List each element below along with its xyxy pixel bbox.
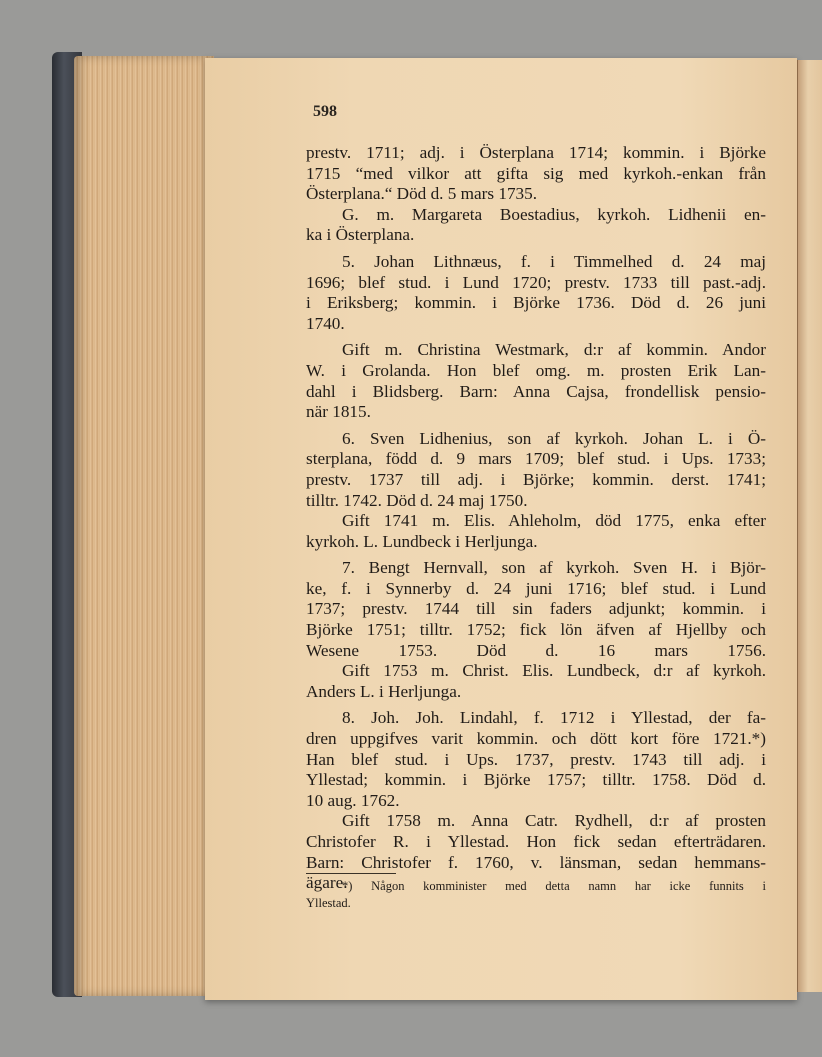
facing-page-edge xyxy=(797,60,822,992)
text-line: dahl i Blidsberg. Barn: Anna Cajsa, frondellisk pensio- xyxy=(306,381,766,401)
page-body-text xyxy=(306,143,766,894)
text-line: Gift 1758 m. Anna Catr. Rydhell, d:r af prosten xyxy=(342,811,766,831)
text-line: prestv. 1737 till adj. i Björke; kommin. derst. 1741; xyxy=(306,469,766,489)
text-line: Gift 1753 m. Christ. Elis. Lundbeck, d:r af kyrkoh. xyxy=(342,661,766,681)
text-line: W. i Grolanda. Hon blef omg. m. prosten Erik Lan- xyxy=(306,360,766,380)
text-line: 5. Johan Lithnæus, f. i Timmelhed d. 24 maj xyxy=(342,251,766,271)
text-line: Björke 1751; tilltr. 1752; fick lön äfven af Hjellby och xyxy=(306,620,766,640)
text-line: Han blef stud. i Ups. 1737, prestv. 1743 till adj. i xyxy=(306,749,766,769)
page-edges xyxy=(74,56,214,996)
text-line: Anders L. i Herljunga. xyxy=(306,681,462,701)
text-line: 8. Joh. Joh. Lindahl, f. 1712 i Yllestad, der fa- xyxy=(342,708,766,728)
text-line: i Eriksberg; kommin. i Björke 1736. Död d. 26 juni xyxy=(306,293,766,313)
text-line: Yllestad; kommin. i Björke 1757; tilltr. 1758. Död d. xyxy=(306,770,766,790)
text-line: Gift m. Christina Westmark, d:r af kommin. Andor xyxy=(342,340,766,360)
text-line: ke, f. i Synnerby d. 24 juni 1716; blef stud. i Lund xyxy=(306,578,766,598)
text-line: 10 aug. 1762. xyxy=(306,790,400,810)
footnote-rule xyxy=(306,873,396,874)
text-line: 7. Bengt Hernvall, son af kyrkoh. Sven H. i Björ- xyxy=(342,558,766,578)
text-line: sterplana, född d. 9 mars 1709; blef stud. i Ups. 1733; xyxy=(306,449,766,469)
text-line: tilltr. 1742. Död d. 24 maj 1750. xyxy=(306,490,528,510)
text-line: 1715 “med vilkor att gifta sig med kyrkoh.-enkan från xyxy=(306,163,766,183)
text-line: prestv. 1711; adj. i Österplana 1714; kommin. i Björke xyxy=(306,143,766,162)
text-line: kyrkoh. L. Lundbeck i Herljunga. xyxy=(306,531,538,551)
text-line: 1737; prestv. 1744 till sin faders adjunkt; kommin. i xyxy=(306,599,766,619)
text-line: Gift 1741 m. Elis. Ahleholm, död 1775, enka efter xyxy=(342,511,766,531)
text-line: Österplana.“ Död d. 5 mars 1735. xyxy=(306,184,538,204)
text-line: Christofer R. i Yllestad. Hon fick sedan efterträdaren. xyxy=(306,832,766,851)
footnote-line: Yllestad. xyxy=(306,896,351,910)
text-line: ka i Österplana. xyxy=(306,225,415,245)
text-line: när 1815. xyxy=(306,402,371,422)
text-line: 6. Sven Lidhenius, son af kyrkoh. Johan L. i Ö- xyxy=(342,428,766,448)
text-line: ägare. xyxy=(306,873,348,893)
footnote-line: *) Någon komminister med detta namn har icke funnits i xyxy=(342,879,766,893)
text-line: 1740. xyxy=(306,313,345,333)
text-line: Wesene 1753. Död d. 16 mars 1756. xyxy=(306,640,766,660)
text-line: dren uppgifves varit kommin. och dött kort före 1721.*) xyxy=(306,729,766,749)
text-line: G. m. Margareta Boestadius, kyrkoh. Lidhenii en- xyxy=(342,204,766,224)
text-line: Barn: Christofer f. 1760, v. länsman, sedan hemmans- xyxy=(306,852,766,872)
footnote xyxy=(306,878,766,912)
text-line: 1696; blef stud. i Lund 1720; prestv. 1733 till past.-adj. xyxy=(306,272,766,292)
page-number: 598 xyxy=(313,103,337,120)
